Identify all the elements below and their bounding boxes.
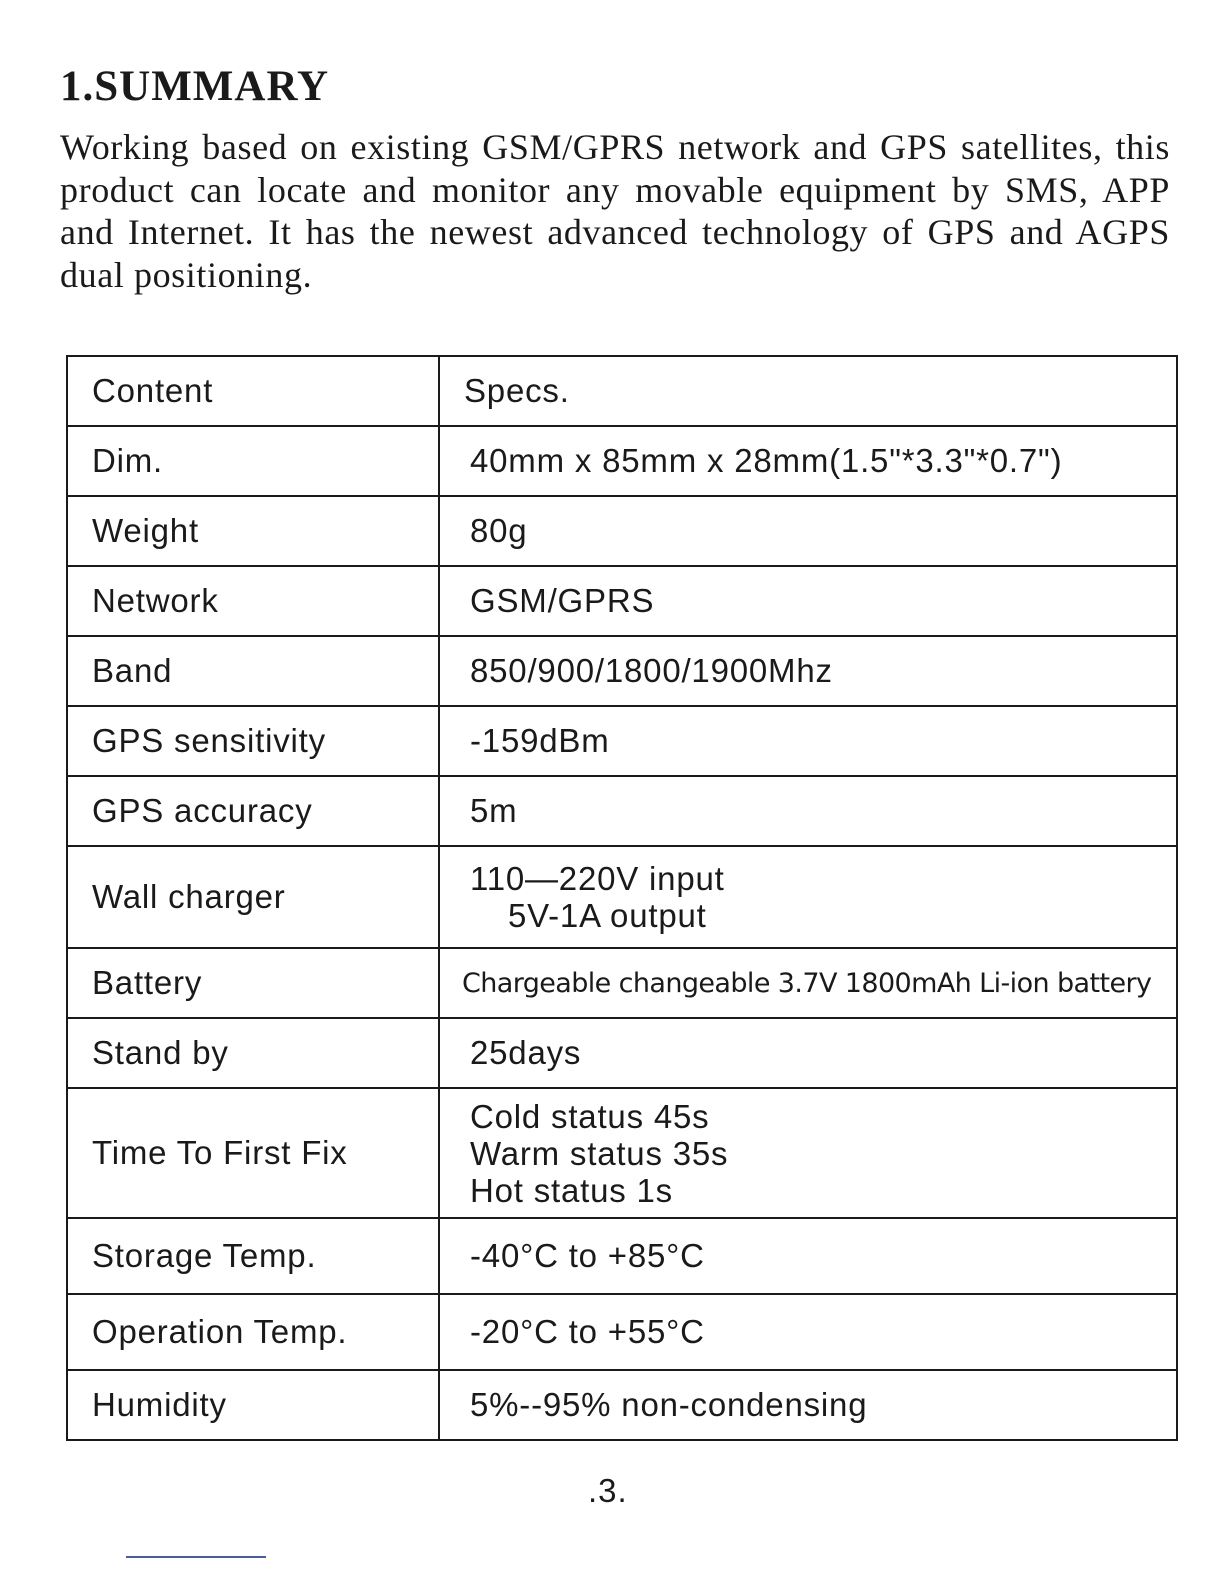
row-label: Dim. [67,426,439,496]
header-content: Content [67,356,439,426]
specs-table [66,355,1178,1441]
intro-paragraph: Working based on existing GSM/GPRS network and GPS satellites, this product can locate and monitor any movable equipment by SMS, APP and Internet. It has the newest advanced technology of GPS and AGPS dual positioning. [60,127,1170,295]
section-heading: 1.SUMMARY [60,63,330,110]
table-row [67,636,1177,706]
row-value: Chargeable changeable 3.7V 1800mAh Li-ion battery [439,948,1177,1018]
table-row [67,566,1177,636]
row-label: GPS accuracy [67,776,439,846]
row-label: Operation Temp. [67,1294,439,1370]
row-value: 5m [439,776,1177,846]
table-row [67,706,1177,776]
row-value: 850/900/1800/1900Mhz [439,636,1177,706]
table-row [67,426,1177,496]
table-row [67,1088,1177,1218]
row-label: Humidity [67,1370,439,1440]
table-row [67,1370,1177,1440]
table-row [67,948,1177,1018]
row-value: 40mm x 85mm x 28mm(1.5"*3.3"*0.7") [439,426,1177,496]
footer-rule [126,1556,266,1558]
charger-input-line: 110—220V input [470,860,725,897]
row-value: -20°C to +55°C [439,1294,1177,1370]
row-value: 80g [439,496,1177,566]
warm-status-line: Warm status 35s [470,1134,729,1172]
row-label: Network [67,566,439,636]
row-label: GPS sensitivity [67,706,439,776]
row-value [439,846,1177,948]
row-value [439,1088,1177,1218]
page-number: .3. [588,1472,628,1509]
table-header-row [67,356,1177,426]
row-label: Battery [67,948,439,1018]
row-value: -40°C to +85°C [439,1218,1177,1294]
row-value: -159dBm [439,706,1177,776]
header-specs: Specs. [439,356,1177,426]
table-row [67,1294,1177,1370]
row-label: Time To First Fix [67,1088,439,1218]
row-label: Wall charger [67,846,439,948]
table-row [67,496,1177,566]
table-row [67,846,1177,948]
row-label: Storage Temp. [67,1218,439,1294]
charger-output-line: 5V-1A output [508,897,707,934]
row-label: Weight [67,496,439,566]
table-row [67,1018,1177,1088]
table-row [67,1218,1177,1294]
row-value: 5%--95% non-condensing [439,1370,1177,1440]
cold-status-line: Cold status 45s [470,1097,710,1135]
row-label: Band [67,636,439,706]
row-value: GSM/GPRS [439,566,1177,636]
table-row [67,776,1177,846]
hot-status-line: Hot status 1s [470,1171,673,1209]
row-value: 25days [439,1018,1177,1088]
row-label: Stand by [67,1018,439,1088]
